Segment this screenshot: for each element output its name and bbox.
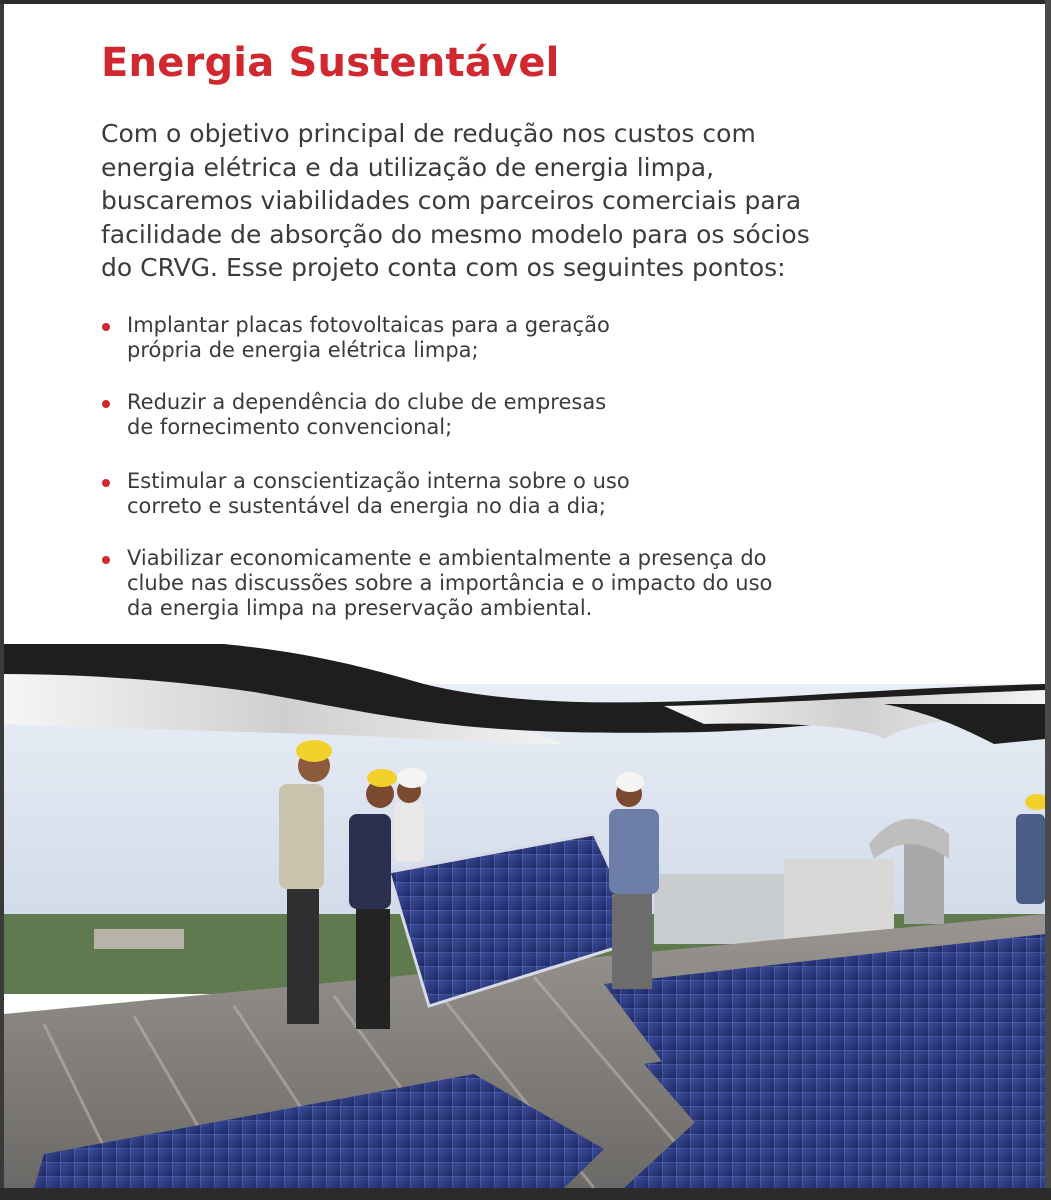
bullet-line: clube nas discussões sobre a importância e o impacto do uso: [127, 571, 773, 595]
bottom-border: [0, 1188, 1051, 1200]
bullet-dot-icon: [102, 556, 110, 564]
right-border: [1045, 0, 1051, 1200]
distant-building: [94, 929, 184, 949]
bullet-dot-icon: [102, 479, 110, 487]
bullet-dot-icon: [102, 323, 110, 331]
bullet-line: Implantar placas fotovoltaicas para a geração: [127, 313, 610, 337]
bullet-line: da energia limpa na preservação ambiental.: [127, 596, 593, 620]
bullet-text: [127, 390, 917, 440]
bullet-line: Viabilizar economicamente e ambientalmente a presença do: [127, 546, 767, 570]
intro-paragraph: [101, 117, 901, 285]
bullet-dot-icon: [102, 400, 110, 408]
intro-line: do CRVG. Esse projeto conta com os seguintes pontos:: [101, 253, 786, 282]
bullet-text: [127, 469, 917, 519]
bullet-line: Reduzir a dependência do clube de empresas: [127, 390, 607, 414]
page-title: Energia Sustentável: [101, 40, 560, 86]
intro-line: facilidade de absorção do mesmo modelo para os sócios: [101, 219, 810, 249]
bullet-text: [127, 546, 917, 621]
intro-line: Com o objetivo principal de redução nos custos com: [101, 119, 756, 148]
intro-line: energia elétrica e da utilização de energia limpa,: [101, 152, 715, 182]
bullet-text: [127, 313, 917, 363]
worker: [394, 768, 427, 862]
bullet-line: própria de energia elétrica limpa;: [127, 338, 479, 362]
intro-line: buscaremos viabilidades com parceiros comerciais para: [101, 186, 802, 215]
bullet-line: correto e sustentável da energia no dia a dia;: [127, 494, 606, 518]
bullet-line: Estimular a conscientização interna sobre o uso: [127, 469, 630, 493]
document-page: [4, 4, 1045, 1188]
solar-installation-photo: [4, 644, 1045, 1188]
bullet-line: de fornecimento convencional;: [127, 415, 453, 439]
